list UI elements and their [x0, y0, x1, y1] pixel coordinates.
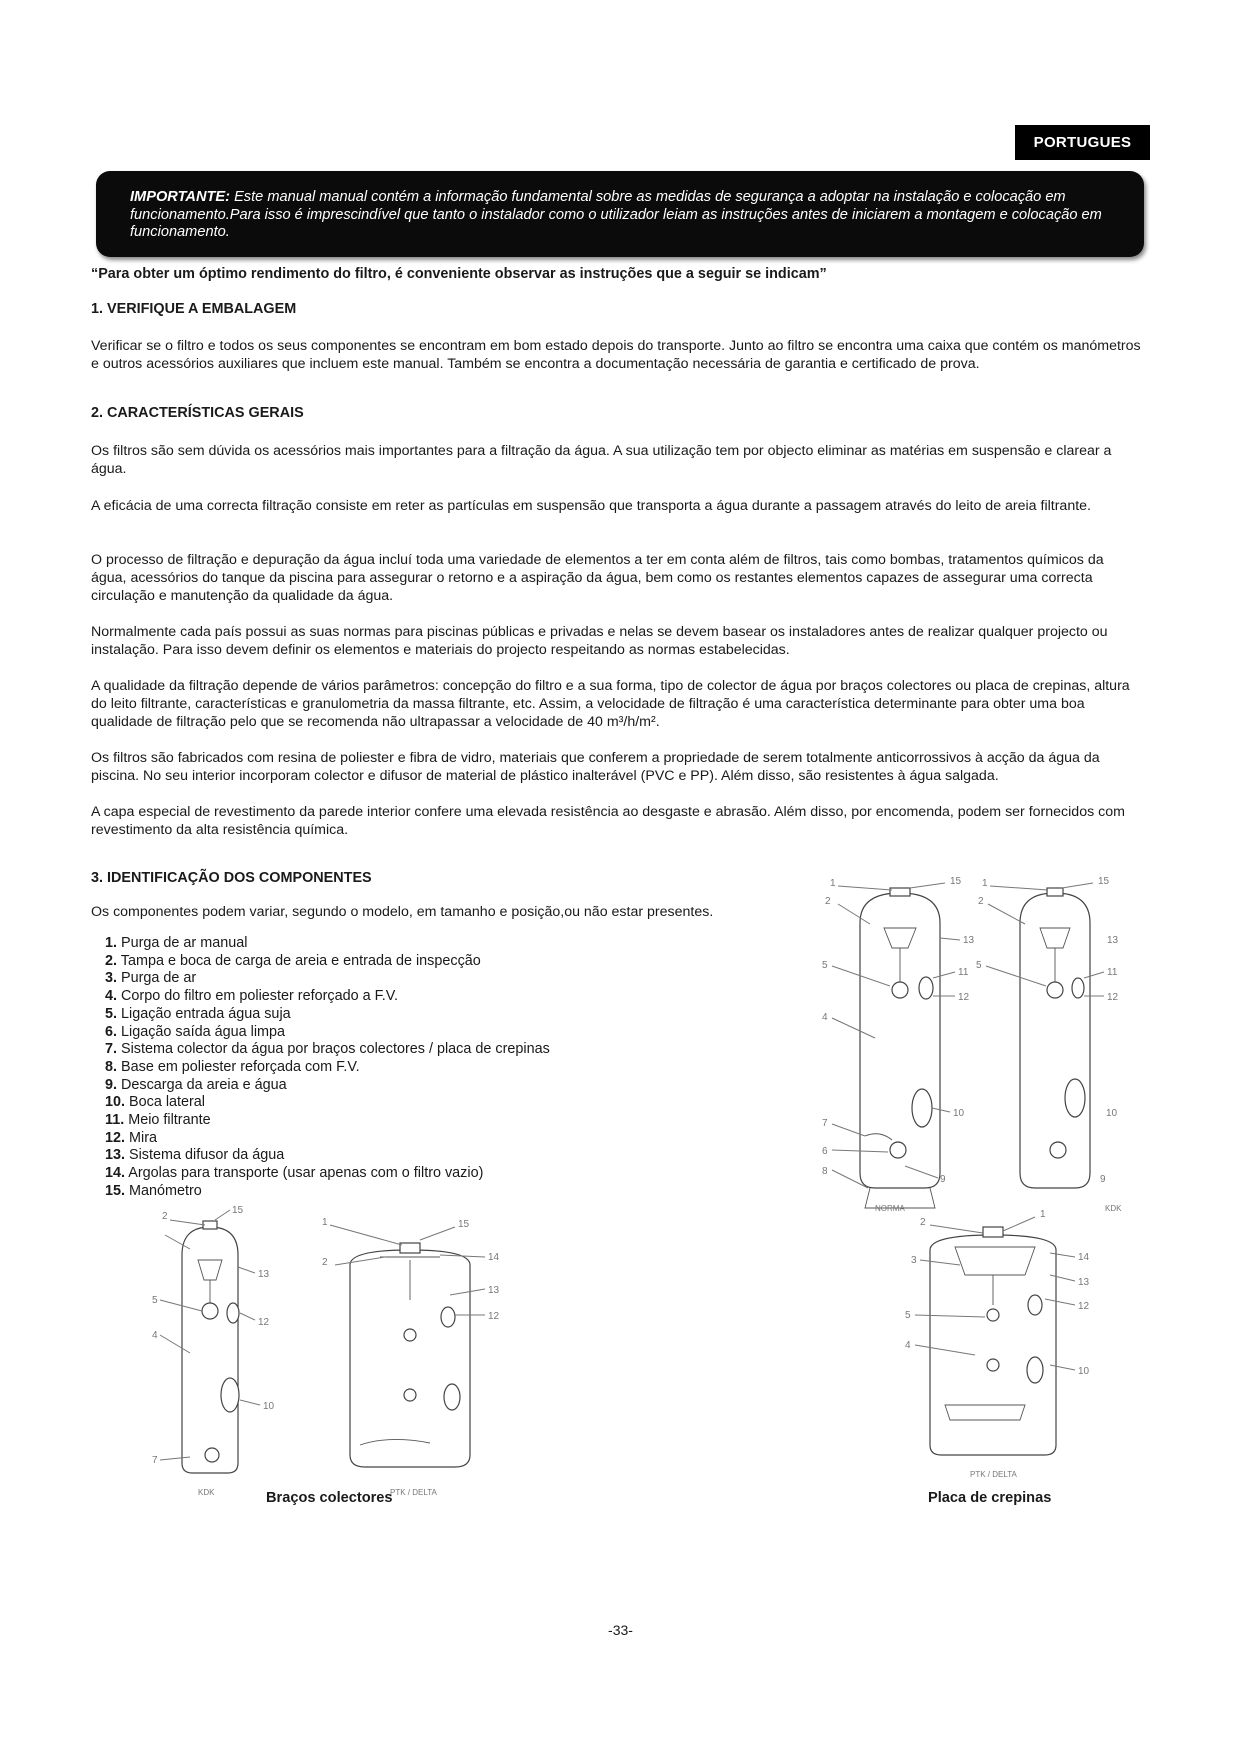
- callout-number: 14: [488, 1252, 500, 1263]
- section-2-paragraph-6: Os filtros são fabricados com resina de poliester e fibra de vidro, materiais que conferem a propriedade de serem totalmente anticorrossivos à acção da água da piscina. No seu interior incorporam colector e difusor de material de plástico inalterável (PVC e PP). Além disso, são resistentes à água salgada.: [91, 750, 1100, 784]
- callout-number: 5: [905, 1310, 911, 1321]
- callout-number: 8: [822, 1166, 828, 1177]
- section-3-intro: Os componentes podem variar, segundo o modelo, em tamanho e posição,ou não estar presentes.: [91, 904, 714, 920]
- callout-number: 12: [958, 992, 970, 1003]
- notice-text: Este manual manual contém a informação fundamental sobre as medidas de segurança a adoptar na instalação e colocação em funcionamento.Para isso é imprescindível que tanto o instalador como o utilizador leiam as instruções antes de iniciarem a montagem e colocação em funcionamento.: [130, 189, 1102, 240]
- callout-number: 14: [1078, 1252, 1090, 1263]
- callout-number: 12: [258, 1317, 270, 1328]
- callout-number: 11: [1107, 967, 1118, 978]
- callout-number: 15: [1098, 876, 1110, 887]
- model-label-kdk: KDK: [198, 1488, 215, 1497]
- filter-drawing-ptk-delta: [350, 1243, 470, 1467]
- callout-number: 3: [911, 1255, 917, 1266]
- callout-number: 15: [232, 1205, 244, 1216]
- filter-diagram-bracos: [150, 1205, 520, 1500]
- callout-number: 12: [488, 1311, 500, 1322]
- callout-number: 2: [825, 896, 831, 907]
- callout-number: 2: [920, 1217, 926, 1228]
- callout-number: 5: [822, 960, 828, 971]
- list-item: 11. Meio filtrante: [105, 1112, 211, 1129]
- caption-bracos-colectores: Braços colectores: [266, 1490, 393, 1506]
- page-number: -33-: [608, 1622, 633, 1638]
- callout-number: 4: [822, 1012, 828, 1023]
- model-label-ptk-delta: PTK / DELTA: [390, 1488, 437, 1497]
- filter-diagram-norma-kdk: [810, 868, 1150, 1218]
- callout-number: 13: [963, 935, 975, 946]
- list-item: 14. Argolas para transporte (usar apenas com o filtro vazio): [105, 1165, 484, 1182]
- callout-number: 7: [822, 1118, 828, 1129]
- filter-drawing-norma: [860, 888, 940, 1208]
- list-item: 12. Mira: [105, 1129, 157, 1146]
- section-2-paragraph-5: A qualidade da filtração depende de vários parâmetros: concepção do filtro e a sua forma, tipo de colector de água por braços colectores ou placa de crepinas, altura do leito filtrante, características e granulometria da massa filtrante, etc. Assim, a velocidade de filtração é uma característica determinante para obter uma boa qualidade de filtração pelo que se recomenda não ultrapassar a velocidade de 40 m³/h/m².: [91, 678, 1130, 730]
- list-item: 10. Boca lateral: [105, 1094, 206, 1111]
- filter-drawing-ptk-delta-crepinas: [930, 1227, 1056, 1455]
- filter-drawing-kdk-small: [182, 1221, 239, 1473]
- section-3-title: 3. IDENTIFICAÇÃO DOS COMPONENTES: [91, 870, 372, 886]
- callout-number: 13: [1078, 1277, 1090, 1288]
- filter-diagram-crepinas: [875, 1205, 1115, 1500]
- list-item: 9. Descarga da areia e água: [105, 1076, 287, 1093]
- components-list: [105, 935, 550, 1201]
- callout-number: 6: [822, 1146, 828, 1157]
- notice-label: IMPORTANTE:: [130, 189, 230, 205]
- callout-number: 7: [152, 1455, 158, 1466]
- callout-number: 10: [1106, 1108, 1118, 1119]
- filter-drawing-kdk: [1020, 888, 1090, 1188]
- callout-number: 9: [940, 1174, 946, 1185]
- list-item: 5. Ligação entrada água suja: [105, 1005, 291, 1022]
- callout-number: 12: [1078, 1301, 1090, 1312]
- section-2-paragraph-3: O processo de filtração e depuração da água incluí toda uma variedade de elementos a ter em conta além de filtros, tais como bombas, tratamentos químicos da água, acessórios do tanque da piscina para assegurar o retorno e a aspiração da água, bem como os restantes elementos capazes de assegurar uma correcta circulação e manutenção da qualidade da água.: [91, 552, 1104, 604]
- section-2-paragraph-7: A capa especial de revestimento da parede interior confere uma elevada resistência ao desgaste e abrasão. Além disso, por encomenda, podem ser fornecidos com revestimento da alta resistência química.: [91, 804, 1125, 838]
- list-item: 15. Manómetro: [105, 1182, 202, 1199]
- section-2-paragraph-2: A eficácia de uma correcta filtração consiste em reter as partículas em suspensão que transporta a água durante a passagem através do leito de areia filtrante.: [91, 498, 1091, 514]
- callout-number: 1: [830, 878, 836, 889]
- callout-number: 10: [263, 1401, 275, 1412]
- callout-number: 10: [1078, 1366, 1090, 1377]
- model-label-norma: NORMA: [875, 1204, 905, 1213]
- section-1-title: 1. VERIFIQUE A EMBALAGEM: [91, 301, 297, 317]
- caption-placa-crepinas: Placa de crepinas: [928, 1490, 1052, 1506]
- callout-number: 2: [978, 896, 984, 907]
- callout-number: 2: [162, 1211, 168, 1222]
- callout-number: 15: [458, 1219, 470, 1230]
- callout-number: 9: [1100, 1174, 1106, 1185]
- language-tag: PORTUGUES: [1015, 125, 1150, 160]
- list-item: 6. Ligação saída água limpa: [105, 1023, 286, 1040]
- list-item: 2. Tampa e boca de carga de areia e entrada de inspecção: [105, 952, 481, 969]
- section-1-paragraph: Verificar se o filtro e todos os seus componentes se encontram em bom estado depois do transporte. Junto ao filtro se encontra uma caixa que contém os manómetros e outros acessórios auxiliares que incluem este manual. Também se encontra a documentação necessária de garantia e certificado de prova.: [91, 338, 1141, 372]
- model-label-kdk: KDK: [1105, 1204, 1122, 1213]
- callout-number: 15: [950, 876, 962, 887]
- callout-number: 11: [958, 967, 969, 978]
- section-2-paragraph-4: Normalmente cada país possui as suas normas para piscinas públicas e privadas e nelas se devem basear os instaladores antes de realizar qualquer projecto ou instalação. Para isso devem definir os elementos e materiais do projecto respeitando as normas estabelecidas.: [91, 624, 1108, 658]
- callout-number: 1: [322, 1217, 328, 1228]
- list-item: 7. Sistema colector da água por braços colectores / placa de crepinas: [105, 1041, 550, 1058]
- callout-number: 1: [982, 878, 988, 889]
- list-item: 1. Purga de ar manual: [105, 935, 248, 951]
- callout-number: 13: [258, 1269, 270, 1280]
- callout-number: 2: [322, 1257, 328, 1268]
- list-item: 8. Base em poliester reforçada com F.V.: [105, 1058, 360, 1075]
- model-label-ptk-delta: PTK / DELTA: [970, 1470, 1017, 1479]
- callout-number: 4: [905, 1340, 911, 1351]
- section-2-title: 2. CARACTERÍSTICAS GERAIS: [91, 405, 304, 421]
- section-2-paragraph-1: Os filtros são sem dúvida os acessórios mais importantes para a filtração da água. A sua utilização tem por objecto eliminar as matérias em suspensão e clarear a água.: [91, 443, 1112, 477]
- callout-number: 13: [488, 1285, 500, 1296]
- list-item: 3. Purga de ar: [105, 970, 197, 987]
- list-item: 4. Corpo do filtro em poliester reforçado a F.V.: [105, 988, 399, 1005]
- callout-number: 5: [976, 960, 982, 971]
- callout-number: 12: [1107, 992, 1119, 1003]
- list-item: 13. Sistema difusor da água: [105, 1147, 285, 1164]
- callout-number: 10: [953, 1108, 965, 1119]
- instruction-quote: “Para obter um óptimo rendimento do filtro, é conveniente observar as instruções que a seguir se indicam”: [91, 266, 827, 282]
- importante-notice: [96, 171, 1144, 257]
- callout-number: 4: [152, 1330, 158, 1341]
- callout-number: 1: [1040, 1209, 1046, 1220]
- callout-number: 5: [152, 1295, 158, 1306]
- callout-number: 13: [1107, 935, 1119, 946]
